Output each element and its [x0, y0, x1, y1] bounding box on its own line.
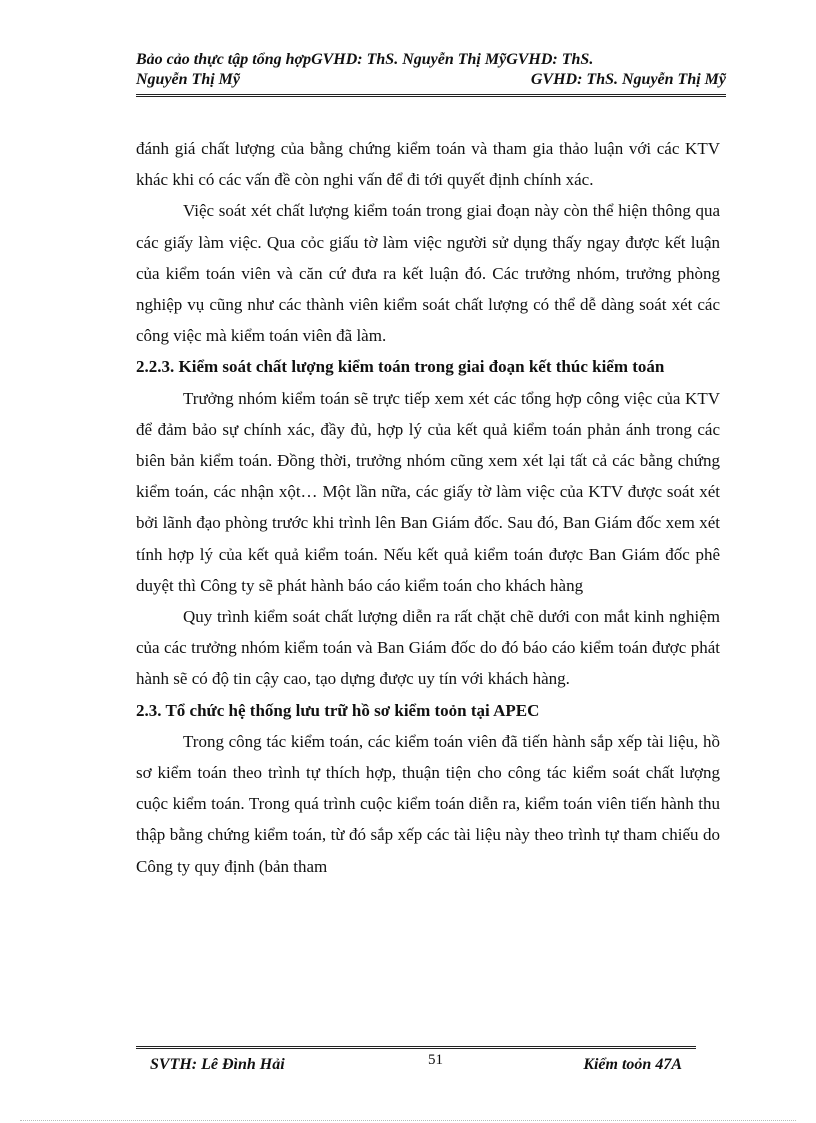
paragraph: Quy trình kiểm soát chất lượng diễn ra rất chặt chẽ dưới con mắt kinh nghiệm của các trưởng nhóm kiểm toán và Ban Giám đốc do đó báo cáo kiểm toán được phát hành sẽ có độ tin cậy cao, tạo dựng được uy tín với khách hàng.: [136, 607, 720, 689]
page-header: [136, 50, 726, 90]
footer-rule: [136, 1046, 696, 1049]
page-number: 51: [428, 1052, 443, 1068]
footer-class: Kiểm toỏn 47A: [583, 1056, 682, 1073]
footer-student: SVTH: Lê Đình Hải: [150, 1056, 285, 1073]
paragraph: Trưởng nhóm kiểm toán sẽ trực tiếp xem xét các tổng hợp công việc của KTV để đảm bảo sự chính xác, đầy đủ, hợp lý của kết quả kiểm toán phản ánh trong các biên bản kiểm toán. Đồng thời, trưởng nhóm cũng xem xét lại tất cả các bằng chứng kiểm toán, các nhận xột… Một lần nữa, các giấy tờ làm việc của KTV được soát xét bởi lãnh đạo phòng trước khi trình lên Ban Giám đốc. Sau đó, Ban Giám đốc xem xét tính hợp lý của kết quả kiểm toán. Nếu kết quả kiểm toán được Ban Giám đốc phê duyệt thì Công ty sẽ phát hành báo cáo kiểm toán cho khách hàng: [136, 388, 720, 595]
document-body: [136, 133, 720, 882]
paragraph: Việc soát xét chất lượng kiểm toán trong giai đoạn này còn thể hiện thông qua các giấy làm việc. Qua cỏc giấu tờ làm việc người sử dụng thấy ngay được kết luận của kiểm toán viên và căn cứ đưa ra kết luận đó. Các trưởng nhóm, trưởng phòng nghiệp vụ cũng như các thành viên kiểm soát chất lượng có thể dễ dàng soát xét các công việc mà kiểm toán viên đã làm.: [136, 201, 720, 346]
section-heading: 2.3. Tổ chức hệ thống lưu trữ hồ sơ kiểm toỏn tại APEC: [136, 700, 540, 720]
header-author: Nguyễn Thị Mỹ: [136, 71, 240, 88]
header-advisor: GVHD: ThS. Nguyễn Thị Mỹ: [530, 71, 726, 88]
section-heading: 2.2.3. Kiểm soát chất lượng kiểm toán trong giai đoạn kết thúc kiểm toán: [136, 357, 665, 377]
page-edge-divider: [20, 1120, 796, 1121]
header-rule: [136, 94, 726, 97]
header-line-2: [136, 70, 726, 90]
header-line-1: Bảo cảo thực tập tổng hợpGVHD: ThS. Nguyễn Thị MỹGVHD: ThS.: [136, 51, 594, 68]
paragraph: Trong công tác kiểm toán, các kiểm toán viên đã tiến hành sắp xếp tài liệu, hồ sơ kiểm toán theo trình tự thích hợp, thuận tiện cho công tác kiểm soát chất lượng cuộc kiểm toán. Trong quá trình cuộc kiểm toán diễn ra, kiểm toán viên tiến hành thu thập bằng chứng kiểm toán, từ đó sắp xếp các tài liệu này theo trình tự tham chiếu do Công ty quy định (bản tham: [136, 731, 720, 876]
page-footer: [150, 1052, 696, 1078]
paragraph: đánh giá chất lượng của bằng chứng kiểm toán và tham gia thảo luận với các KTV khác khi có các vấn đề còn nghi vấn để đi tới quyết định chính xác.: [136, 139, 720, 190]
